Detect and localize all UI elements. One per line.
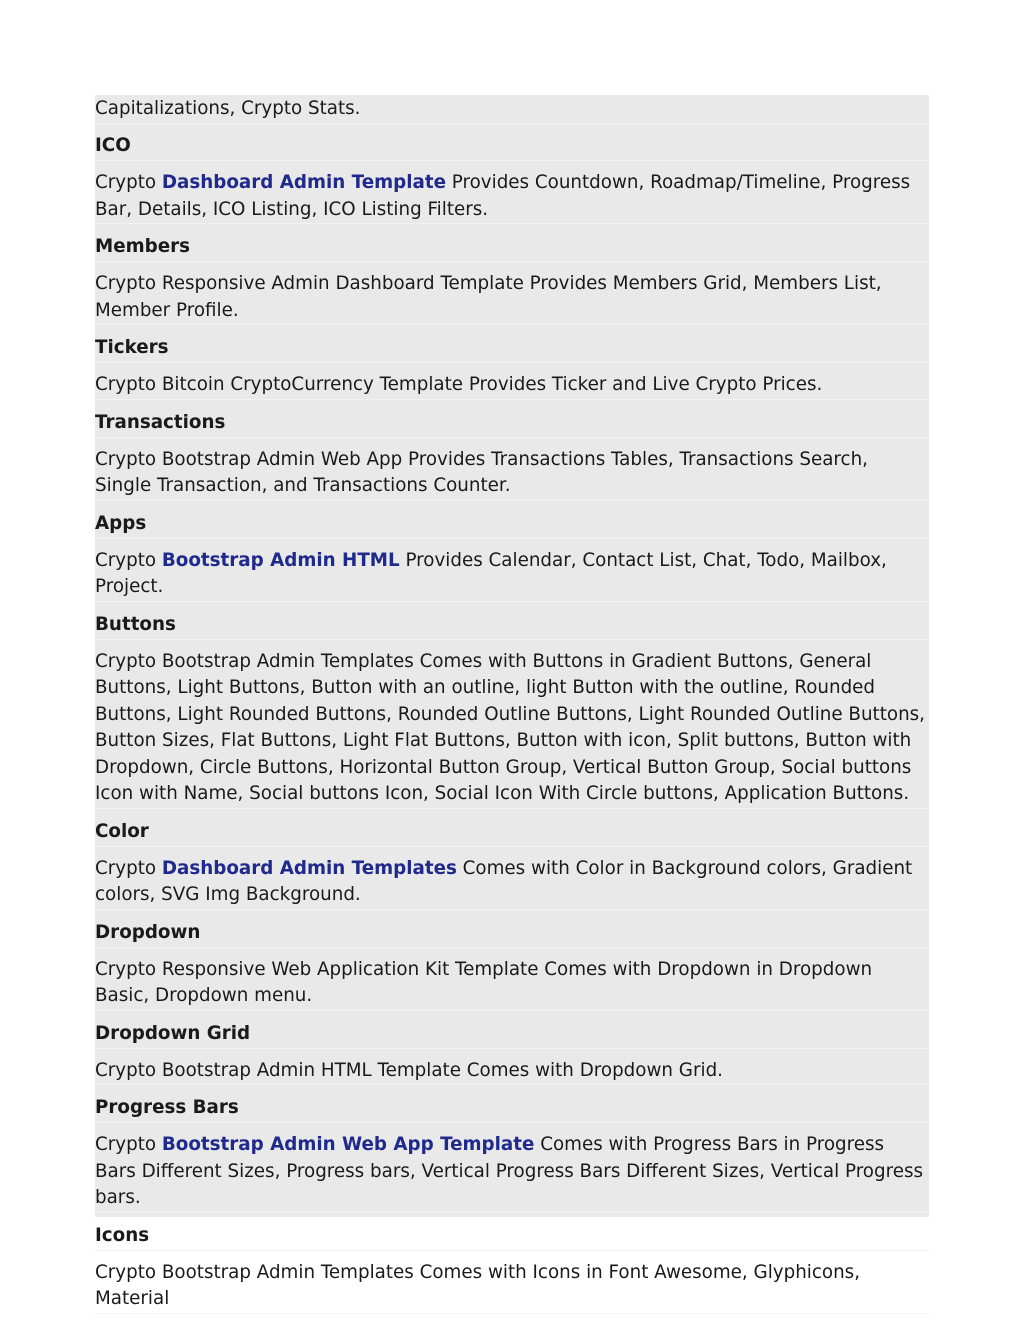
section-paragraph [95,372,929,400]
paragraph-text-continued: Provides Countdown, Roadmap/Timeline, Progress Bar, Details, ICO Listing, ICO Listing Filters. [95,172,911,220]
inline-link[interactable]: Dashboard Admin Template [161,172,446,193]
section-paragraph [95,957,929,1011]
paragraph-text: Crypto Bitcoin CryptoCurrency Template Provides Ticker and Live Crypto Prices. [95,374,823,395]
intro-text: Capitalizations, Crypto Stats. [95,95,929,124]
paragraph-text: Crypto [95,857,162,879]
section-heading: Progress Bars [95,1095,929,1123]
paragraph-text-continued: Comes with Color in Background colors, Gradient colors, SVG Img Background. [95,857,913,905]
section-heading: Transactions [95,410,929,438]
section-heading: Apps [95,511,929,539]
section-paragraph [95,649,929,809]
section-paragraph [95,548,929,602]
section-heading: ICO [95,133,929,161]
paragraph-text: Crypto Bootstrap Admin Web App Provides Transactions Tables, Transactions Search, Single Transaction, and Transactions Counter. [95,448,868,496]
section-heading: Icons [95,1223,929,1251]
section-paragraph [95,170,929,224]
paragraph-text: Crypto Responsive Admin Dashboard Template Provides Members Grid, Members List, Member Profile. [95,273,882,321]
section-paragraph [95,856,929,910]
paragraph-text: Crypto Bootstrap Admin Templates Comes with Icons in Font Awesome, Glyphicons, Material [95,1261,861,1309]
section-heading: Dropdown [95,920,929,948]
inline-link[interactable]: Dashboard Admin Templates [161,857,457,879]
document-content [95,95,929,1309]
paragraph-text: Crypto [95,172,162,193]
section-heading: Buttons [95,612,929,640]
section-heading: Tickers [95,335,929,363]
section-heading: Members [95,234,929,262]
section-paragraph [95,447,929,501]
section-paragraph [95,1132,929,1213]
paragraph-text: Crypto Responsive Web Application Kit Template Comes with Dropdown in Dropdown Basic, Dropdown menu. [95,958,873,1006]
section-paragraph [95,1260,929,1314]
section-paragraph [95,1058,929,1086]
paragraph-text-continued: Provides Calendar, Contact List, Chat, Todo, Mailbox, Project. [95,549,887,597]
inline-link[interactable]: Bootstrap Admin HTML [161,549,400,571]
paragraph-text-continued: Comes with Progress Bars in Progress Bars Different Sizes, Progress bars, Vertical Progress Bars Different Sizes, Vertical Progress bars. [95,1134,924,1208]
inline-link[interactable]: Bootstrap Admin Web App Template [161,1134,535,1155]
section-paragraph [95,271,929,325]
section-heading: Color [95,819,929,847]
section-heading: Dropdown Grid [95,1021,929,1049]
paragraph-text: Crypto [95,549,162,571]
paragraph-text: Crypto [95,1134,162,1155]
section-list [95,133,929,1314]
paragraph-text: Crypto Bootstrap Admin Templates Comes with Buttons in Gradient Buttons, General Buttons, Light Buttons, Button with an outline, light Button with the outline, Rounded Buttons, Light Rounded Buttons, Rounded Outline Buttons, Light Rounded Outline Buttons, Button Sizes, Flat Buttons, Light Flat Buttons, Button with icon, Split buttons, Button with Dropdown, Circle Buttons, Horizontal Button Group, Vertical Button Group, Social buttons Icon with Name, Social buttons Icon, Social Icon With Circle buttons, Application Buttons. [95,650,925,804]
paragraph-text: Crypto Bootstrap Admin HTML Template Comes with Dropdown Grid. [95,1059,723,1081]
